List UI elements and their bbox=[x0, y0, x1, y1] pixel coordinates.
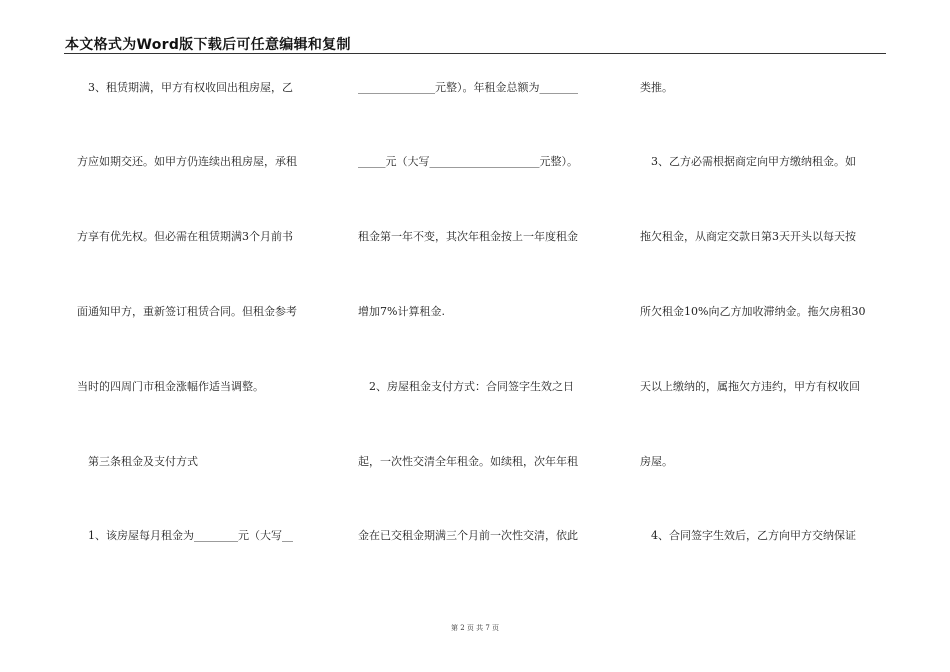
page-number: 第 2 页 共 7 页 bbox=[450, 624, 500, 632]
text-line: 当时的四周门市租金涨幅作适当调整。 bbox=[77, 380, 264, 393]
text-line: 天以上缴纳的，属拖欠方违约，甲方有权收回 bbox=[640, 380, 860, 393]
section-heading: 第三条租金及支付方式 bbox=[77, 455, 198, 468]
text-line: _____元（大写____________________元整）。 bbox=[358, 155, 578, 168]
text-line: 方享有优先权。但必需在租赁期满3个月前书 bbox=[77, 230, 293, 243]
text-line: 4、合同签字生效后，乙方向甲方交纳保证 bbox=[640, 529, 856, 542]
text-line: 面通知甲方，重新签订租赁合同。但租金参考 bbox=[77, 305, 297, 318]
text-line: 增加7%计算租金. bbox=[358, 305, 445, 318]
text-line: 房屋。 bbox=[640, 455, 673, 468]
text-line: 1、该房屋每月租金为________元（大写__ bbox=[77, 529, 293, 542]
text-line: ______________元整）。年租金总额为_______ bbox=[358, 81, 578, 94]
text-column-2 bbox=[358, 0, 628, 672]
text-line: 类推。 bbox=[640, 81, 673, 94]
text-line: 3、租赁期满，甲方有权收回出租房屋，乙 bbox=[77, 81, 293, 94]
text-column-1 bbox=[77, 0, 347, 672]
text-line: 拖欠租金，从商定交款日第3天开头以每天按 bbox=[640, 230, 856, 243]
text-line: 金在已交租金期满三个月前一次性交清，依此 bbox=[358, 529, 578, 542]
text-line: 租金第一年不变，其次年租金按上一年度租金 bbox=[358, 230, 578, 243]
text-line: 3、乙方必需根据商定向甲方缴纳租金。如 bbox=[640, 155, 856, 168]
text-line: 所欠租金10%向乙方加收滞纳金。拖欠房租30 bbox=[640, 305, 866, 318]
text-line: 方应如期交还。如甲方仍连续出租房屋，承租 bbox=[77, 155, 297, 168]
text-line: 2、房屋租金支付方式：合同签字生效之日 bbox=[358, 380, 574, 393]
document-header: 本文格式为Word版下载后可任意编辑和复制 bbox=[65, 37, 351, 53]
text-line: 起，一次性交清全年租金。如续租，次年年租 bbox=[358, 455, 578, 468]
text-column-3 bbox=[640, 0, 910, 672]
